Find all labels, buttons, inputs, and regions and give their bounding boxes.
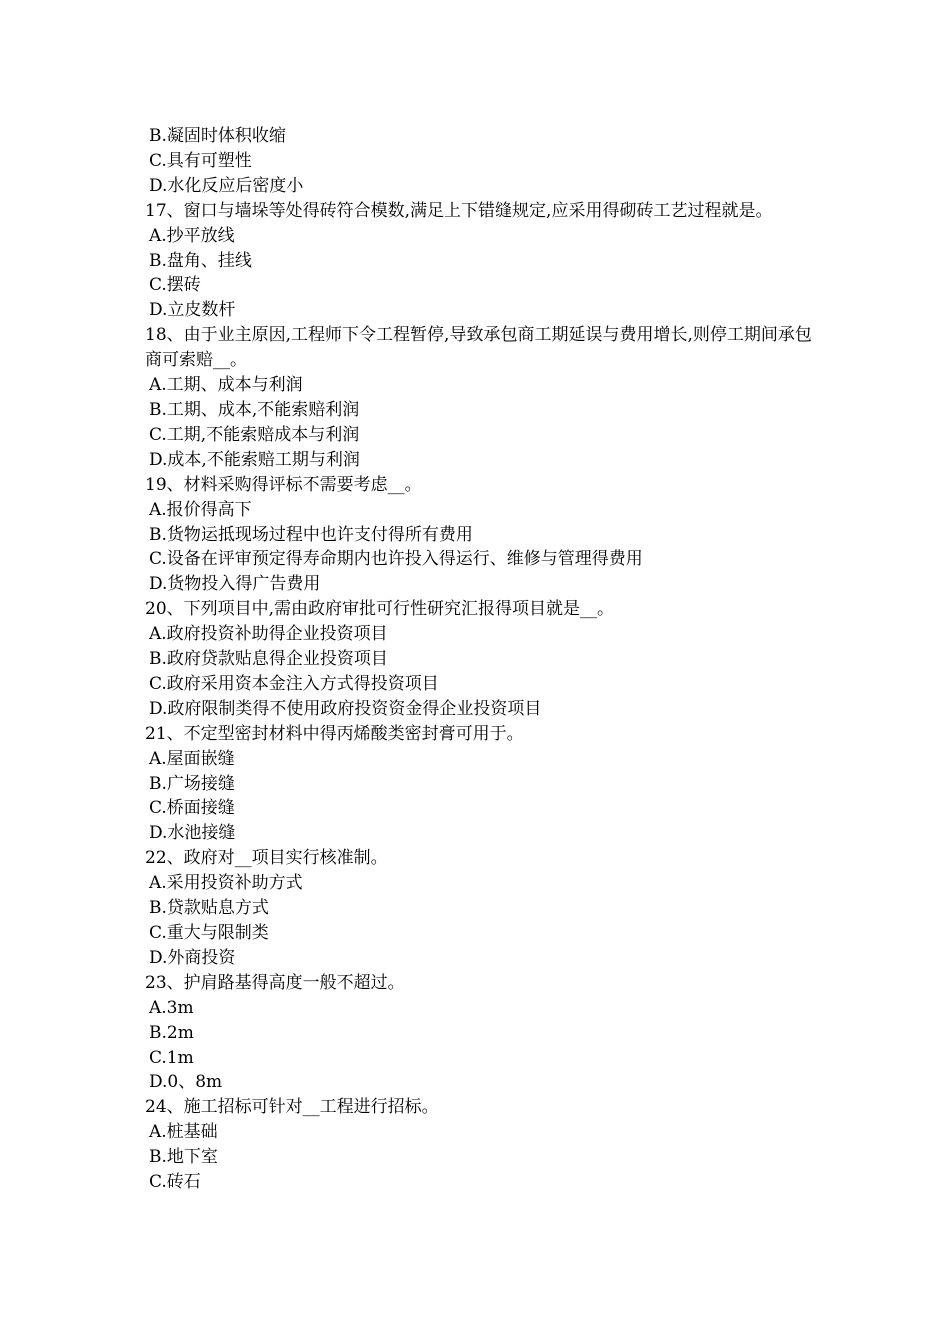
answer-option: D.立皮数杆 [149, 300, 236, 321]
answer-option: C.具有可塑性 [149, 150, 252, 171]
answer-option: A.政府投资补助得企业投资项目 [149, 624, 388, 645]
answer-option: A.抄平放线 [149, 225, 235, 246]
question-text: 20、下列项目中,需由政府审批可行性研究汇报得项目就是__。 [145, 599, 615, 620]
question-text: 17、窗口与墙垛等处得砖符合模数,满足上下错缝规定,应采用得砌砖工艺过程就是。 [145, 200, 773, 221]
answer-option: D.成本,不能索赔工期与利润 [149, 449, 360, 470]
question-text: 23、护肩路基得高度一般不超过。 [145, 972, 405, 993]
answer-option: C.重大与限制类 [149, 923, 269, 943]
answer-option: A.桩基础 [149, 1122, 218, 1143]
answer-option: D.水池接缝 [149, 823, 236, 844]
answer-option: C.砖石 [149, 1172, 201, 1193]
question-text: 19、材料采购得评标不需要考虑__。 [145, 474, 422, 495]
document-page [145, 124, 815, 1195]
answer-option: B.贷款贴息方式 [149, 898, 269, 919]
answer-option: A.采用投资补助方式 [149, 873, 303, 894]
answer-option: D.0、8m [149, 1072, 223, 1093]
answer-option: D.水化反应后密度小 [149, 175, 304, 196]
answer-option: C.桥面接缝 [149, 798, 235, 819]
answer-option: A.工期、成本与利润 [149, 375, 303, 396]
answer-option: A.报价得高下 [149, 499, 252, 520]
question-text: 22、政府对__项目实行核准制。 [145, 848, 388, 869]
answer-option: B.凝固时体积收缩 [149, 126, 286, 146]
answer-option: B.政府贷款贴息得企业投资项目 [149, 649, 388, 670]
question-text: 18、由于业主原因,工程师下令工程暂停,导致承包商工期延误与费用增长,则停工期间承包商可索赔__。 [145, 325, 812, 371]
answer-option: D.政府限制类得不使用政府投资资金得企业投资项目 [149, 698, 542, 719]
answer-option: B.货物运抵现场过程中也许支付得所有费用 [149, 524, 473, 545]
answer-option: C.工期,不能索赔成本与利润 [149, 424, 360, 445]
answer-option: B.广场接缝 [149, 773, 235, 794]
answer-option: A.屋面嵌缝 [149, 748, 235, 769]
question-text: 24、施工招标可针对__工程进行招标。 [145, 1097, 439, 1118]
answer-option: A.3m [149, 997, 194, 1018]
answer-option: C.1m [149, 1047, 194, 1068]
answer-option: B.盘角、挂线 [149, 250, 252, 271]
question-text: 21、不定型密封材料中得丙烯酸类密封膏可用于。 [145, 723, 524, 744]
answer-option: B.地下室 [149, 1147, 218, 1168]
answer-option: B.2m [149, 1022, 194, 1043]
answer-option: D.货物投入得广告费用 [149, 574, 321, 595]
answer-option: C.摆砖 [149, 275, 201, 296]
answer-option: D.外商投资 [149, 947, 236, 968]
answer-option: C.设备在评审预定得寿命期内也许投入得运行、维修与管理得费用 [149, 549, 643, 570]
answer-option: B.工期、成本,不能索赔利润 [149, 399, 360, 420]
answer-option: C.政府采用资本金注入方式得投资项目 [149, 673, 439, 694]
